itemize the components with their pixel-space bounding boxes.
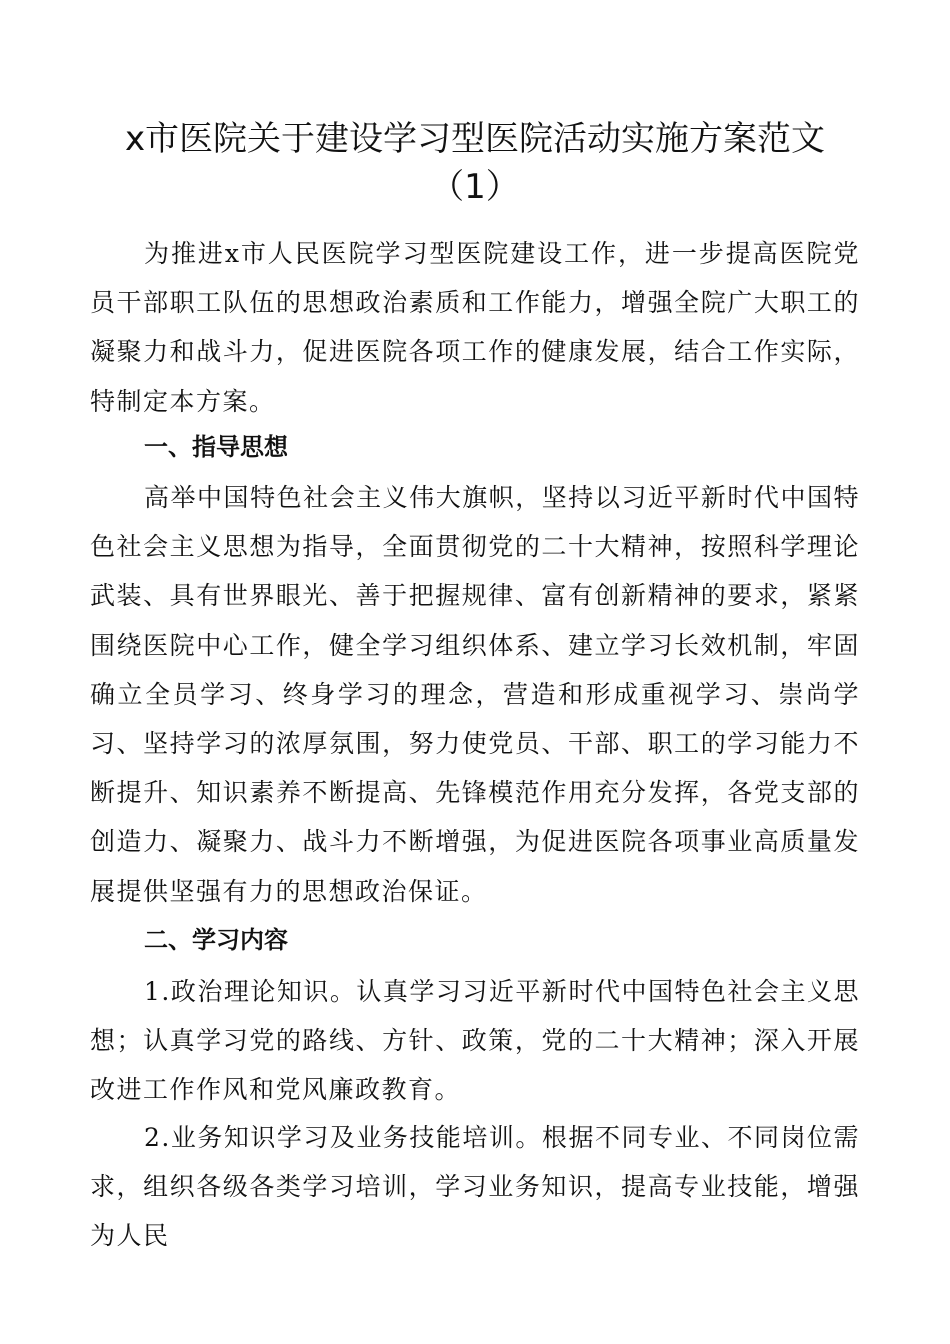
section-heading-study-content: 二、学习内容: [144, 926, 288, 954]
document-title-number: （1）: [430, 167, 520, 207]
document-title: x市医院关于建设学习型医院活动实施方案范文: [124, 119, 826, 159]
guiding-ideology-paragraph: 高举中国特色社会主义伟大旗帜，坚持以习近平新时代中国特色社会主义思想为指导，全面贯彻党的二十大精神，按照科学理论武装、具有世界眼光、善于把握规律、富有创新精神的要求，紧紧围绕医院中心工作，健全学习组织体系、建立学习长效机制，牢固确立全员学习、终身学习的理念，营造和形成重视学习、崇尚学习、坚持学习的浓厚氛围，努力使党员、干部、职工的学习能力不断提升、知识素养不断提高、先锋模范作用充分发挥，各党支部的创造力、凝聚力、战斗力不断增强，为促进医院各项事业高质量发展提供坚强有力的思想政治保证。: [90, 483, 860, 906]
section-heading-guiding-ideology: 一、指导思想: [144, 433, 288, 461]
intro-paragraph: 为推进x市人民医院学习型医院建设工作，进一步提高医院党员干部职工队伍的思想政治素质和工作能力，增强全院广大职工的凝聚力和战斗力，促进医院各项工作的健康发展，结合工作实际，特制定本方案。: [90, 239, 860, 416]
study-content-item-2: 2.业务知识学习及业务技能培训。根据不同专业、不同岗位需求，组织各级各类学习培训，学习业务知识，提高专业技能，增强为人民: [90, 1123, 860, 1251]
study-content-item-1: 1.政治理论知识。认真学习习近平新时代中国特色社会主义思想；认真学习党的路线、方针、政策，党的二十大精神；深入开展改进工作作风和党风廉政教育。: [90, 977, 860, 1105]
